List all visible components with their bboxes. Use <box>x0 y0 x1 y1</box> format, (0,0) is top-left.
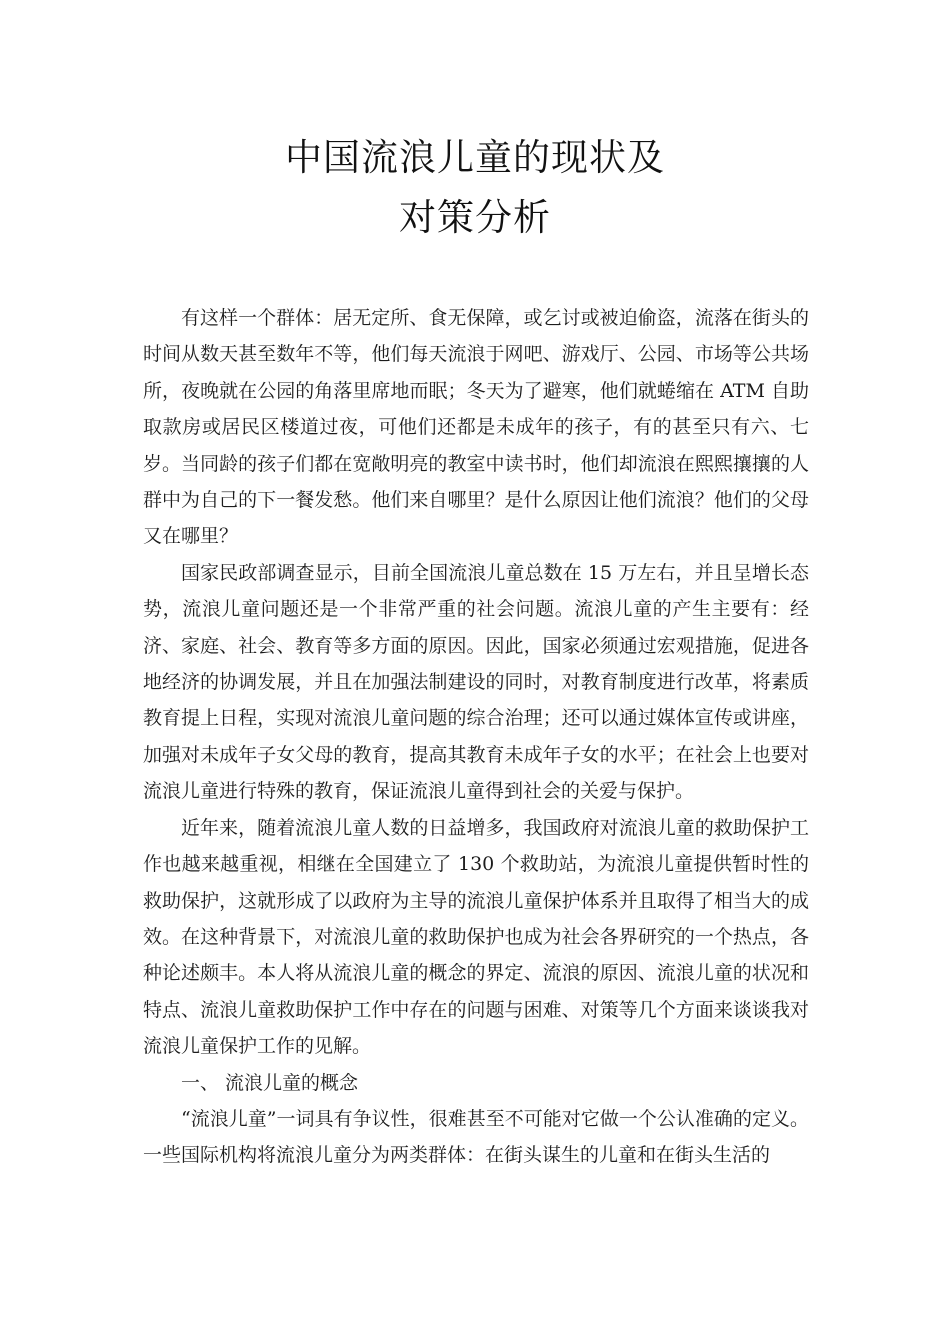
title-line-1: 中国流浪儿童的现状及 <box>285 136 665 179</box>
title-line-2: 对策分析 <box>399 196 551 239</box>
paragraph-definition: “流浪儿童”一词具有争议性，很难甚至不可能对它做一个公认准确的定义。一些国际机构将流浪儿童分为两类群体：在街头谋生的儿童和在街头生活的 <box>143 1107 809 1167</box>
paragraph-intro: 有这样一个群体：居无定所、食无保障，或乞讨或被迫偷盗，流落在街头的时间从数天甚至数年不等，他们每天流浪于网吧、游戏厅、公园、市场等公共场所，夜晚就在公园的角落里席地而眠；冬天为了避寒，他们就蜷缩在 ATM 自助取款房或居民区楼道过夜，可他们还都是未成年的孩子，有的甚至只有六、七岁。当同龄的孩子们都在宽敞明亮的教室中读书时，他们却流浪在熙熙攘攘的人群中为自己的下一餐发愁。他们来自哪里？是什么原因让他们流浪？他们的父母又在哪里？ <box>143 307 809 548</box>
document-title <box>0 128 950 248</box>
section-heading: 一、 流浪儿童的概念 <box>181 1071 359 1094</box>
document-body <box>143 300 809 1174</box>
paragraph-background: 近年来，随着流浪儿童人数的日益增多，我国政府对流浪儿童的救助保护工作也越来越重视，相继在全国建立了 130 个救助站，为流浪儿童提供暂时性的救助保护，这就形成了以政府为主导的流浪儿童保护体系并且取得了相当大的成效。在这种背景下，对流浪儿童的救助保护也成为社会各界研究的一个热点，各种论述颇丰。本人将从流浪儿童的概念的界定、流浪的原因、流浪儿童的状况和特点、流浪儿童救助保护工作中存在的问题与困难、对策等几个方面来谈谈我对流浪儿童保护工作的见解。 <box>143 816 809 1058</box>
paragraph-statistics: 国家民政部调查显示，目前全国流浪儿童总数在 15 万左右，并且呈增长态势，流浪儿童问题还是一个非常严重的社会问题。流浪儿童的产生主要有：经济、家庭、社会、教育等多方面的原因。因此，国家必须通过宏观措施，促进各地经济的协调发展，并且在加强法制建设的同时，对教育制度进行改革，将素质教育提上日程，实现对流浪儿童问题的综合治理；还可以通过媒体宣传或讲座，加强对未成年子女父母的教育，提高其教育未成年子女的水平；在社会上也要对流浪儿童进行特殊的教育，保证流浪儿童得到社会的关爱与保护。 <box>143 561 809 803</box>
